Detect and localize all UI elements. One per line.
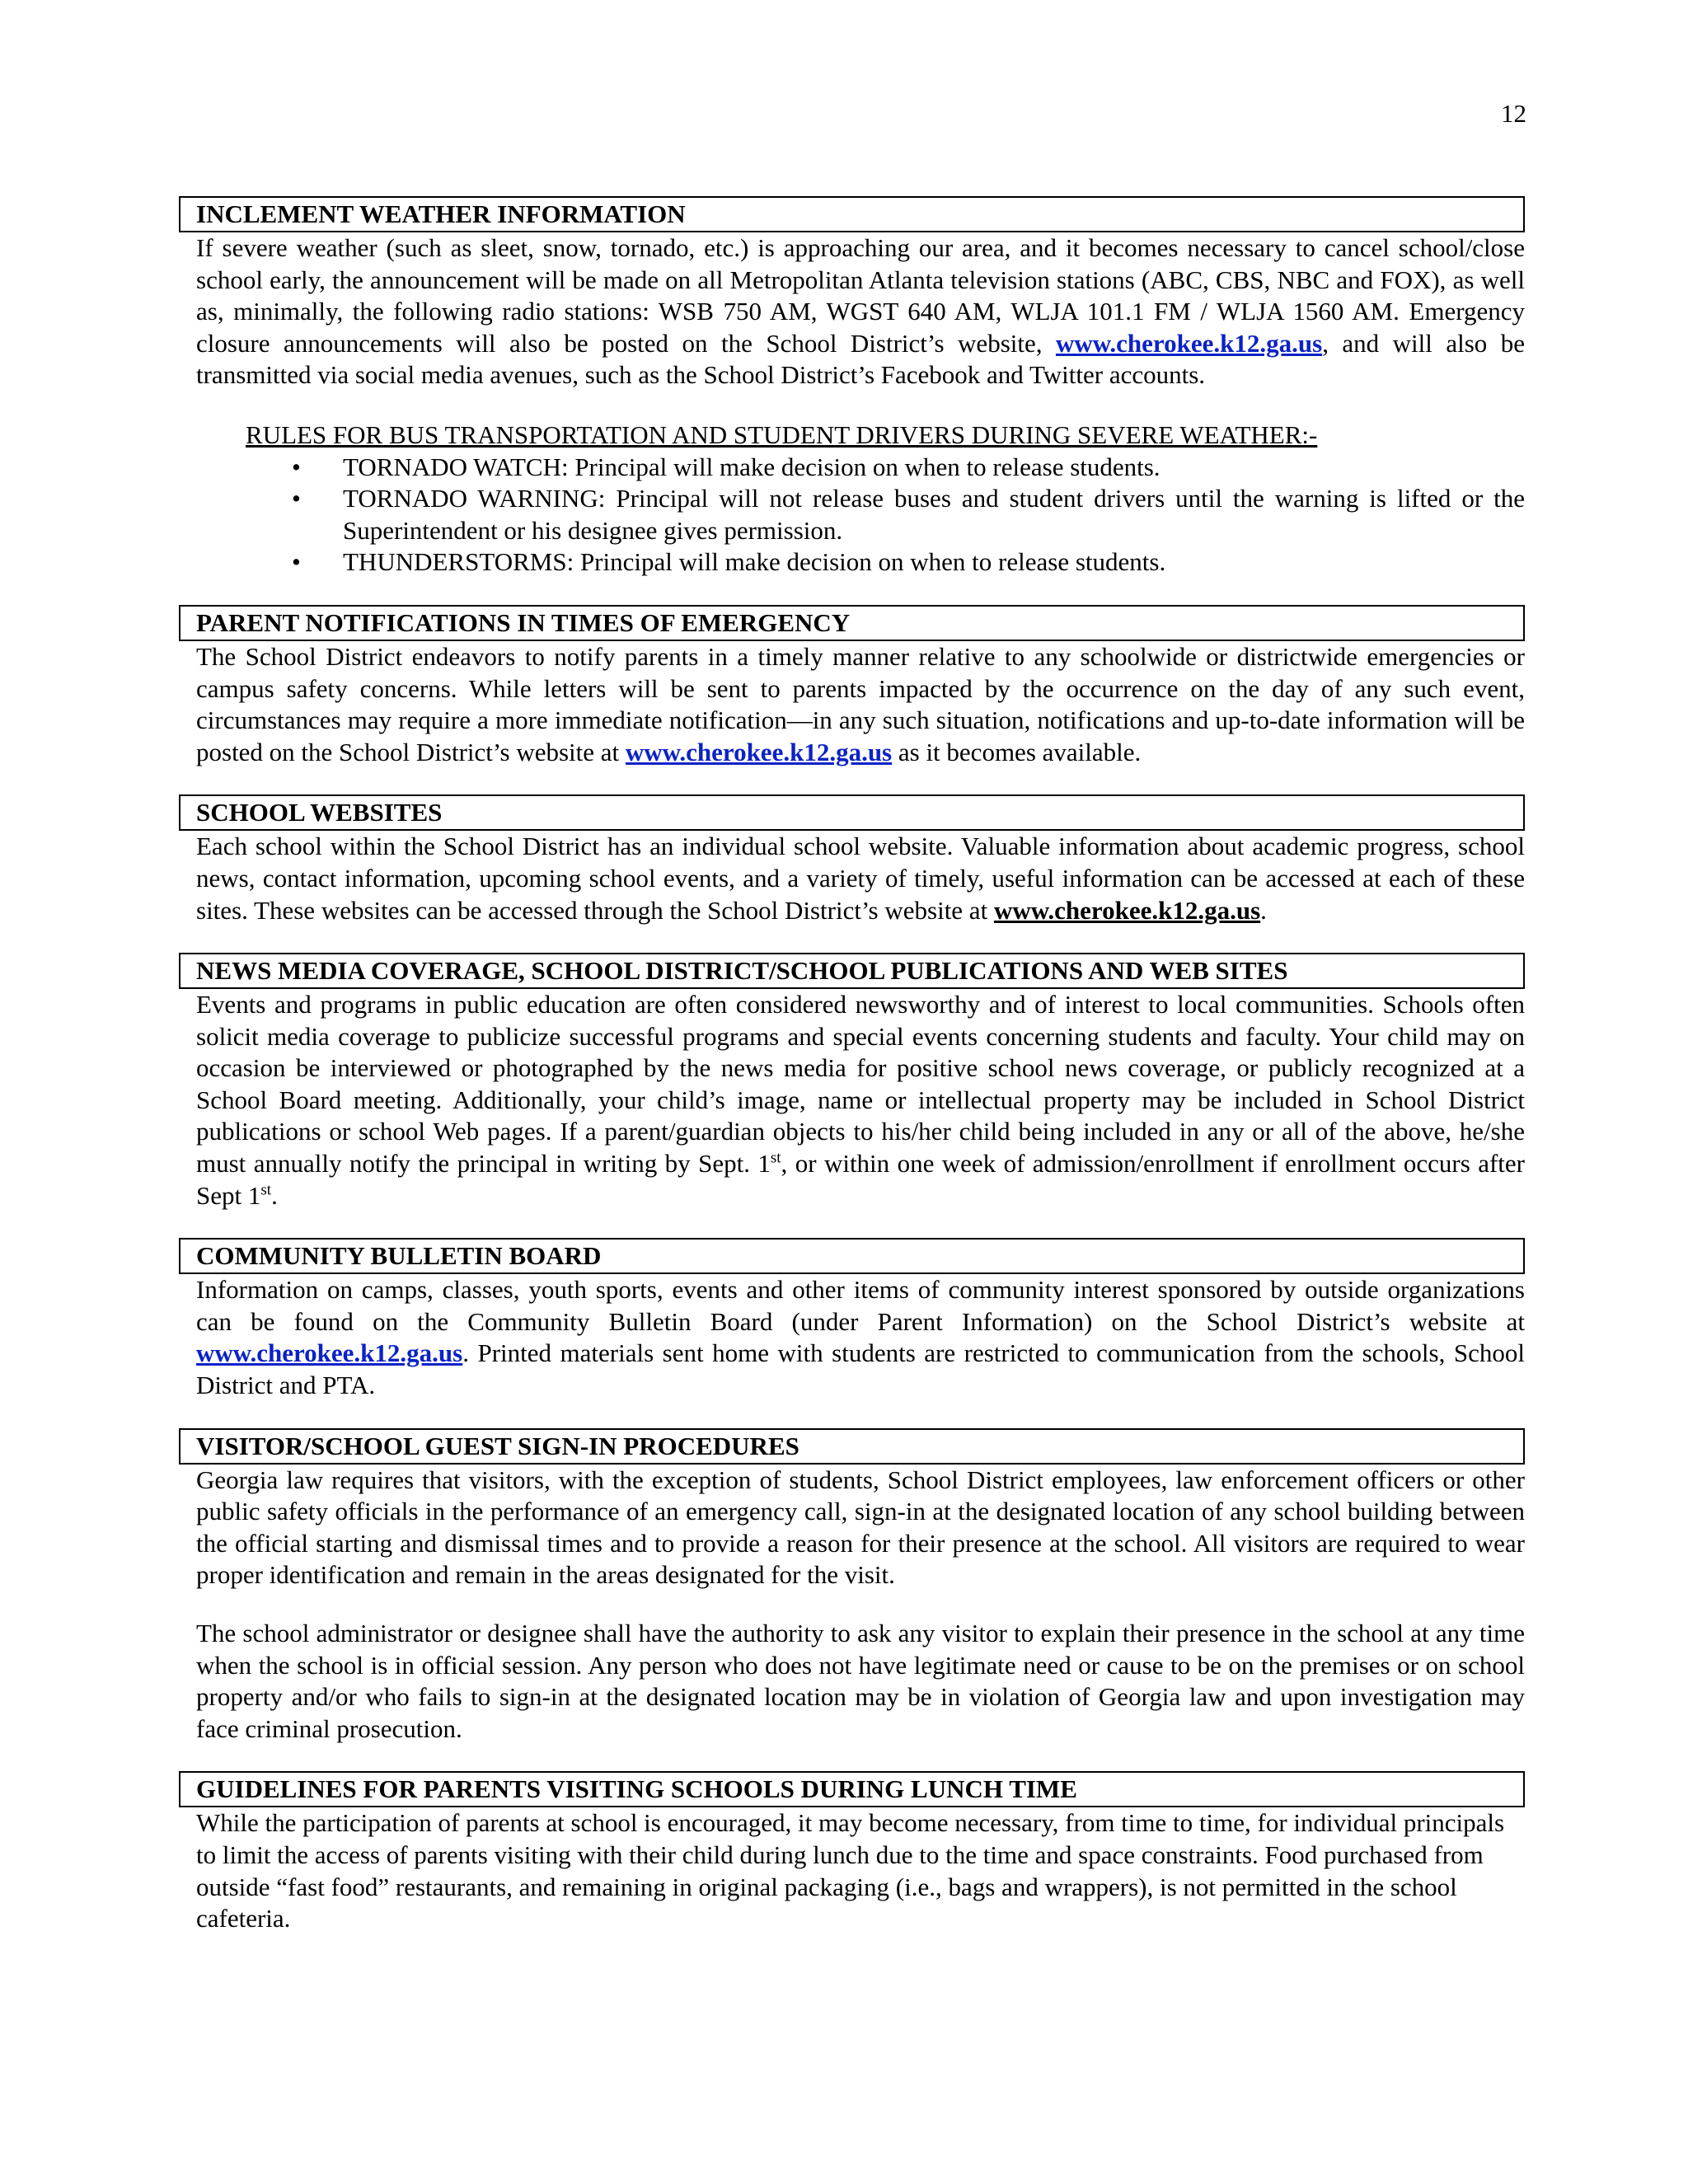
list-item-text: TORNADO WATCH: Principal will make decision on when to release students. [343,452,1160,481]
body-text: . [1260,895,1267,925]
section-heading: VISITOR/SCHOOL GUEST SIGN-IN PROCEDURES [179,1428,1525,1465]
bullet-icon: • [292,452,301,481]
section-body [196,232,1525,391]
bullet-icon: • [292,484,301,513]
section-body [196,1274,1525,1401]
page-number: 12 [1501,99,1526,128]
section-body [196,831,1525,926]
section-heading: GUIDELINES FOR PARENTS VISITING SCHOOLS DURING LUNCH TIME [179,1771,1525,1807]
superscript: st [260,1181,272,1199]
section-body [196,641,1525,768]
section-inclement-weather [196,196,1525,579]
body-text: , and will also be transmitted via social media avenues, such as the School District’s Facebook and Twitter accounts. [196,328,1525,390]
section-community-bulletin [196,1238,1525,1401]
page-content [196,196,1525,1961]
section-news-media [196,953,1525,1212]
section-parent-notifications [196,605,1525,768]
district-website-link[interactable]: www.cherokee.k12.ga.us [993,895,1261,925]
bullet-icon: • [292,547,301,577]
section-heading: INCLEMENT WEATHER INFORMATION [179,196,1525,232]
superscript: st [770,1149,781,1167]
list-item [196,483,1525,546]
section-lunch-visits [196,1771,1525,1934]
district-website-link[interactable]: www.cherokee.k12.ga.us [625,737,893,766]
district-website-link[interactable]: www.cherokee.k12.ga.us [196,1338,463,1368]
body-text: as it becomes available. [892,737,1142,766]
section-body: Georgia law requires that visitors, with the exception of students, School District employees, law enforcement officers or other public safety officials in the performance of an emergency call, sign-in at the designated location of any school building between the official starting and dismissal times and to provide a reason for their presence at the school. All visitors are required to wear proper identification and remain in the areas designated for the visit. [196,1465,1525,1590]
body-text: , or within one week of admission/enrollment if enrollment occurs after Sept 1 [196,1149,1525,1210]
list-item-text: THUNDERSTORMS: Principal will make decision on when to release students. [343,547,1166,577]
section-heading: NEWS MEDIA COVERAGE, SCHOOL DISTRICT/SCHOOL PUBLICATIONS AND WEB SITES [179,953,1525,989]
section-heading: PARENT NOTIFICATIONS IN TIMES OF EMERGENCY [179,605,1525,641]
section-body: While the participation of parents at school is encouraged, it may become necessary, from time to time, for individual principals to limit the access of parents visiting with their child during lunch due to the time and space constraints. Food purchased from outside “fast food” restaurants, and remaining in original packaging (i.e., bags and wrappers), is not permitted in the school cafeteria. [196,1808,1505,1933]
section-visitor-sign-in [196,1428,1525,1746]
section-school-websites [196,794,1525,926]
body-text: If severe weather (such as sleet, snow, tornado, etc.) is approaching our area, and it becomes necessary to cancel school/close school early, the announcement will be made on all Metropolitan Atlanta television stations (ABC, CBS, NBC and FOX), as well as, minimally, the following radio stations: WSB 750 AM, WGST 640 AM, WLJA 101.1 FM / WLJA 1560 AM. Emergency closure announcements will also be posted on the School District’s website, [196,233,1525,358]
body-text: . Printed materials sent home with students are restricted to communication from the schools, School District and PTA. [196,1338,1525,1400]
paragraph-gap [196,1591,1525,1618]
body-text: The School District endeavors to notify parents in a timely manner relative to any schoolwide or districtwide emergencies or campus safety concerns. While letters will be sent to parents impacted by the occurrence on the day of any such event, circumstances may require a more immediate notification—in any such situation, notifications and up-to-date information will be posted on the School District’s website at [196,641,1525,766]
section-heading: SCHOOL WEBSITES [179,794,1525,831]
body-text: Information on camps, classes, youth sports, events and other items of community interest sponsored by outside organizations can be found on the Community Bulletin Board (under Parent Information) on the School District’s website at [196,1275,1525,1336]
body-text: Each school within the School District has an individual school website. Valuable information about academic progress, school news, contact information, upcoming school events, and a variety of timely, useful information can be accessed at each of these sites. These websites can be accessed through the School District’s website at [196,832,1525,925]
section-body: The school administrator or designee shall have the authority to ask any visitor to explain their presence in the school at any time when the school is in official session. Any person who does not have legitimate need or cause to be on the premises or on school property and/or who fails to sign-in at the designated location may be in violation of Georgia law and upon investigation may face criminal prosecution. [196,1619,1525,1743]
rules-title: RULES FOR BUS TRANSPORTATION AND STUDENT DRIVERS DURING SEVERE WEATHER:- [246,419,1318,449]
rules-list [196,452,1525,579]
body-text: Events and programs in public education are often considered newsworthy and of interest to local communities. Schools often solicit media coverage to publicize successful programs and special events concerning students and faculty. Your child may on occasion be interviewed or photographed by the news media for positive school news coverage, or publicly recognized at a School Board meeting. Additionally, your child’s image, name or intellectual property may be included in School District publications or school Web pages. If a parent/guardian objects to his/her child being included in any or all of the above, he/she must annually notify the principal in writing by Sept. 1 [196,990,1525,1179]
section-heading: COMMUNITY BULLETIN BOARD [179,1238,1525,1274]
district-website-link[interactable]: www.cherokee.k12.ga.us [1055,328,1323,358]
list-item [196,546,1525,579]
list-item [196,452,1525,484]
body-text: . [271,1180,278,1210]
section-body [196,989,1525,1212]
list-item-text: TORNADO WARNING: Principal will not release buses and student drivers until the warning is lifted or the Superintendent or his designee gives permission. [343,484,1525,545]
